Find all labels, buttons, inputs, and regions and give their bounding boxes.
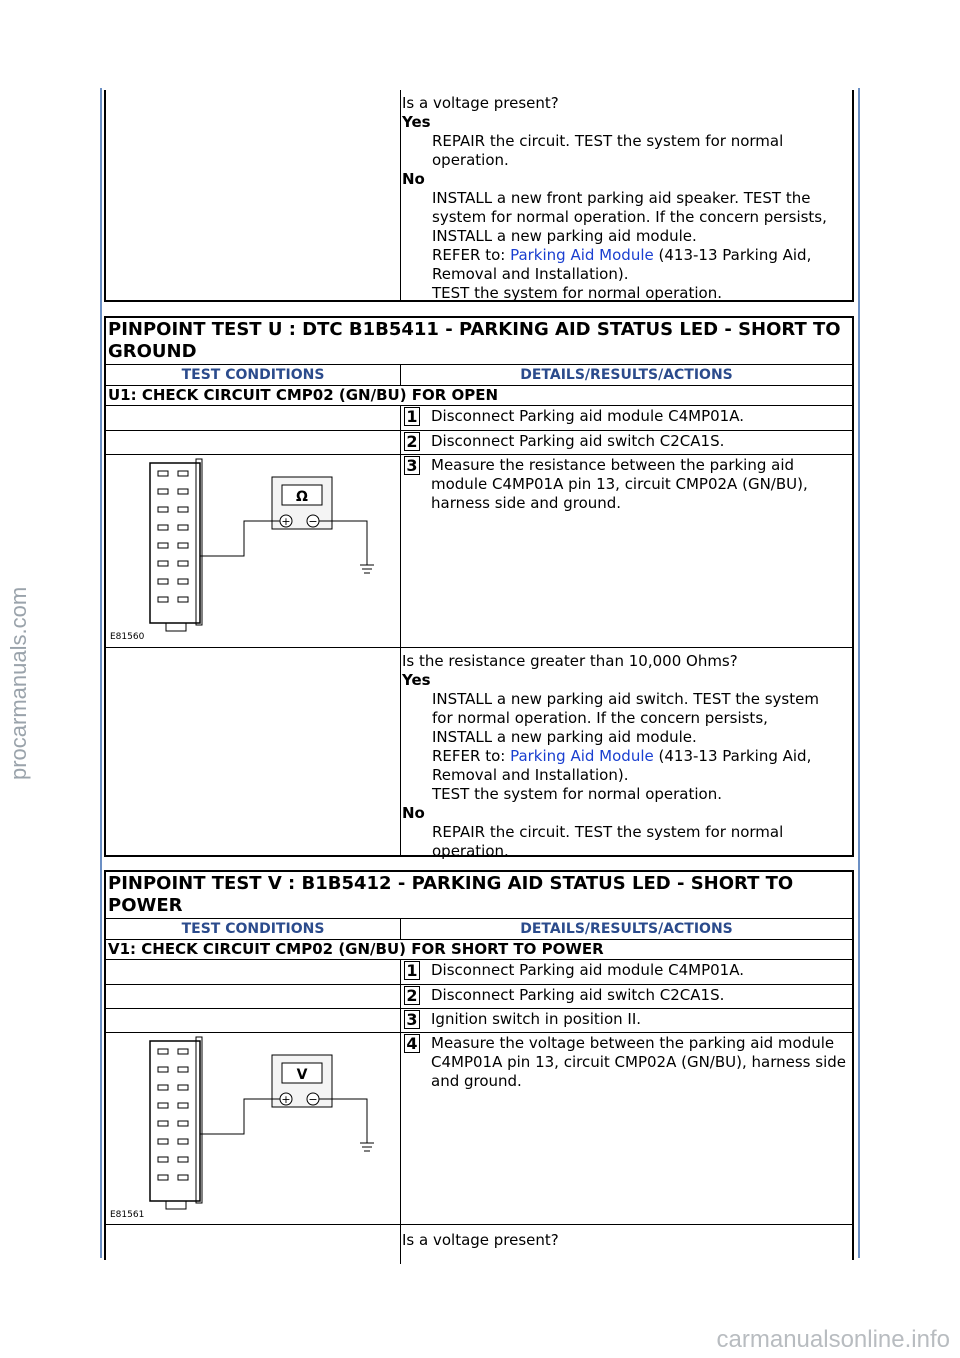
refer-line-2: Removal and Installation).: [432, 766, 629, 784]
table-row: [106, 1008, 852, 1032]
yes-label: Yes: [402, 113, 431, 131]
parking-aid-module-link[interactable]: Parking Aid Module: [510, 747, 654, 765]
no-action: [402, 189, 850, 303]
parking-aid-module-link[interactable]: Parking Aid Module: [510, 246, 654, 264]
connector-pin: [178, 1175, 188, 1180]
no-action-line: REPAIR the circuit. TEST the system for normal: [432, 823, 784, 841]
connector-pin: [158, 561, 168, 566]
ohm-symbol: Ω: [296, 489, 308, 505]
refer-line: [432, 246, 850, 265]
col-details-results: DETAILS/RESULTS/ACTIONS: [520, 367, 733, 383]
table-row: [106, 454, 852, 647]
test-u-header: [106, 365, 852, 386]
yes-action: [402, 132, 850, 170]
connector-pin: [178, 1103, 188, 1108]
connector-pin: [178, 507, 188, 512]
watermark-procarmanuals: procarmanuals.com: [6, 586, 31, 780]
connector-pin: [158, 579, 168, 584]
connector-pin: [158, 525, 168, 530]
question-text: Is the resistance greater than 10,000 Ohms?: [402, 652, 738, 670]
connector-pin: [158, 1121, 168, 1126]
connector-pin: [178, 543, 188, 548]
step-number: 2: [404, 432, 420, 451]
connector-pin: [158, 1103, 168, 1108]
refer-suffix: (413-13 Parking Aid,: [653, 246, 812, 264]
step-number: 1: [404, 961, 420, 980]
refer-line: [432, 747, 850, 766]
figure-label: E81560: [110, 632, 145, 642]
table-row: [106, 1224, 852, 1264]
connector-pin: [158, 1175, 168, 1180]
yes-action: [402, 690, 850, 804]
connector-pin: [178, 561, 188, 566]
test-u-title: PINPOINT TEST U : DTC B1B5411 - PARKING AID STATUS LED - SHORT TO GROUND: [106, 318, 852, 365]
connector-pin: [158, 1067, 168, 1072]
connector-pin: [158, 597, 168, 602]
connector-pin: [178, 1085, 188, 1090]
no-label: No: [402, 804, 425, 822]
connector-pin: [158, 507, 168, 512]
question-text: Is a voltage present?: [402, 1231, 559, 1249]
table-row: [106, 960, 852, 984]
test-v-title: PINPOINT TEST V : B1B5412 - PARKING AID STATUS LED - SHORT TO POWER: [106, 872, 852, 919]
step-number: 4: [404, 1034, 420, 1053]
step-number: 2: [404, 986, 420, 1005]
connector-pin: [178, 1067, 188, 1072]
connector-pin: [178, 489, 188, 494]
test-u-step-title: U1: CHECK CIRCUIT CMP02 (GN/BU) FOR OPEN: [106, 386, 852, 406]
connector-pin: [178, 1121, 188, 1126]
watermark-carmanualsonline: carmanualsonline.info: [716, 1326, 950, 1353]
step-text: Disconnect Parking aid module C4MP01A.: [431, 961, 744, 979]
no-action-line: INSTALL a new parking aid module.: [432, 227, 697, 245]
table-row: [106, 430, 852, 454]
top-continuation-block: [104, 90, 854, 302]
step-text: Measure the voltage between the parking aid module C4MP01A pin 13, circuit CMP02A (GN/BU), harness side and ground.: [431, 1034, 846, 1090]
step-number: 3: [404, 1010, 420, 1029]
svg-text:+: +: [281, 1093, 291, 1106]
connector-pin: [178, 579, 188, 584]
pinpoint-test-v: [104, 870, 854, 1260]
yes-action-line: INSTALL a new parking aid switch. TEST the system: [432, 690, 819, 708]
step-text: Measure the resistance between the parking aid module C4MP01A pin 13, circuit CMP02A (GN/BU), harness side and ground.: [431, 456, 808, 512]
page-border-left: [100, 88, 102, 1258]
step-number: 1: [404, 407, 420, 426]
pinpoint-test-u: [104, 316, 854, 860]
svg-text:−: −: [308, 515, 318, 528]
connector-pin: [178, 1049, 188, 1054]
refer-line-2: Removal and Installation).: [432, 265, 629, 283]
figure-cell: [106, 1033, 401, 1224]
yes-action-line: REPAIR the circuit. TEST the system for normal: [432, 132, 784, 150]
resistance-test-diagram: [106, 455, 400, 647]
page-border-right: [858, 88, 860, 1258]
figure-label: E81561: [110, 1210, 145, 1220]
voltage-test-diagram: [106, 1033, 400, 1224]
refer-prefix: REFER to:: [432, 747, 511, 765]
volt-symbol: V: [296, 1067, 308, 1083]
connector-pin: [158, 1157, 168, 1162]
svg-text:−: −: [308, 1093, 318, 1106]
step-text: Disconnect Parking aid switch C2CA1S.: [431, 432, 725, 450]
table-row: [106, 406, 852, 430]
step-text: Ignition switch in position II.: [431, 1010, 642, 1028]
connector-pin: [178, 597, 188, 602]
col-details-results: DETAILS/RESULTS/ACTIONS: [520, 921, 733, 937]
connector-pin: [178, 1157, 188, 1162]
table-row: [106, 984, 852, 1008]
connector-pin: [178, 471, 188, 476]
test-v-step-title: V1: CHECK CIRCUIT CMP02 (GN/BU) FOR SHORT TO POWER: [106, 940, 852, 960]
no-action: [402, 823, 850, 861]
col-test-conditions: TEST CONDITIONS: [106, 919, 401, 939]
no-action-line: operation.: [432, 842, 509, 860]
table-row: [106, 647, 852, 860]
refer-suffix: (413-13 Parking Aid,: [653, 747, 812, 765]
step-text: Disconnect Parking aid module C4MP01A.: [431, 407, 744, 425]
yes-final-action: TEST the system for normal operation.: [432, 785, 722, 803]
connector-pin: [158, 489, 168, 494]
col-test-conditions: TEST CONDITIONS: [106, 365, 401, 385]
yes-action-line: operation.: [432, 151, 509, 169]
no-label: No: [402, 170, 425, 188]
connector-pin: [178, 1139, 188, 1144]
question-text: Is a voltage present?: [402, 94, 559, 112]
connector-pin: [158, 1139, 168, 1144]
yes-action-line: INSTALL a new parking aid module.: [432, 728, 697, 746]
connector-pin: [158, 1049, 168, 1054]
step-text: Disconnect Parking aid switch C2CA1S.: [431, 986, 725, 1004]
yes-label: Yes: [402, 671, 431, 689]
refer-prefix: REFER to:: [432, 246, 511, 264]
table-row: [106, 1032, 852, 1224]
test-v-header: [106, 919, 852, 940]
figure-cell: [106, 455, 401, 647]
connector-pin: [158, 543, 168, 548]
step-number: 3: [404, 456, 420, 475]
final-action: TEST the system for normal operation.: [432, 284, 722, 302]
no-action-line: system for normal operation. If the concern persists,: [432, 208, 827, 226]
connector-pin: [178, 525, 188, 530]
connector-pin: [158, 1085, 168, 1090]
connector-pin: [158, 471, 168, 476]
no-action-line: INSTALL a new front parking aid speaker. TEST the: [432, 189, 811, 207]
svg-text:+: +: [281, 515, 291, 528]
yes-action-line: for normal operation. If the concern persists,: [432, 709, 768, 727]
